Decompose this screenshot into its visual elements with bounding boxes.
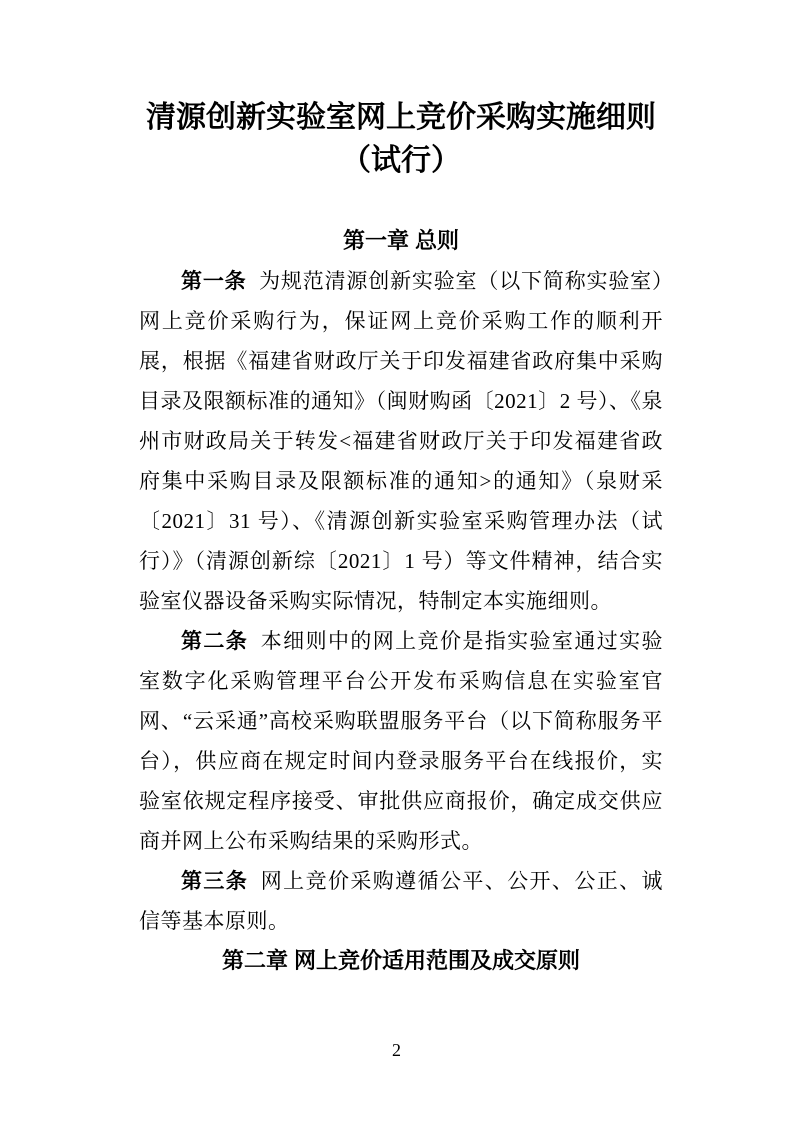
article-1-number: 第一条 (181, 269, 247, 293)
article-2-text: 本细则中的网上竞价是指实验室通过实验室数字化采购管理平台公开发布采购信息在实验室官网、“云采通”高校采购联盟服务平台（以下简称服务平台），供应商在规定时间内登录服务平台在线报价，实验室依规定程序接受、审批供应商报价，确定成交供应商并网上公布采购结果的采购形式。 (139, 629, 663, 853)
article-3-number: 第三条 (181, 869, 249, 893)
article-3-text: 网上竞价采购遵循公平、公开、公正、诚信等基本原则。 (139, 869, 663, 933)
article-2-number: 第二条 (181, 629, 249, 653)
page-number: 2 (392, 1040, 401, 1060)
document-title (139, 0, 663, 182)
article-2 (139, 621, 663, 861)
article-1 (139, 261, 663, 621)
chapter-heading-2: 第二章 网上竞价适用范围及成交原则 (221, 948, 581, 973)
chapter-heading-1: 第一章 总则 (342, 228, 460, 253)
article-3 (139, 861, 663, 941)
document-title-line2: （试行） (341, 144, 461, 177)
document-title-line1: 清源创新实验室网上竞价采购实施细则 (146, 101, 656, 134)
article-1-text: 为规范清源创新实验室（以下简称实验室）网上竞价采购行为，保证网上竞价采购工作的顺利开展，根据《福建省财政厅关于印发福建省政府集中采购目录及限额标准的通知》（闽财购函〔2021〕2 号）、《泉州市财政局关于转发<福建省财政厅关于印发福建省政府集中采购目录及限额标准的通知>的通知》（泉财采〔2021〕31 号）、《清源创新实验室采购管理办法（试行）》（清源创新综〔2021〕1 号）等文件精神，结合实验室仪器设备采购实际情况，特制定本实施细则。 (139, 269, 664, 613)
document-content (139, 0, 663, 981)
